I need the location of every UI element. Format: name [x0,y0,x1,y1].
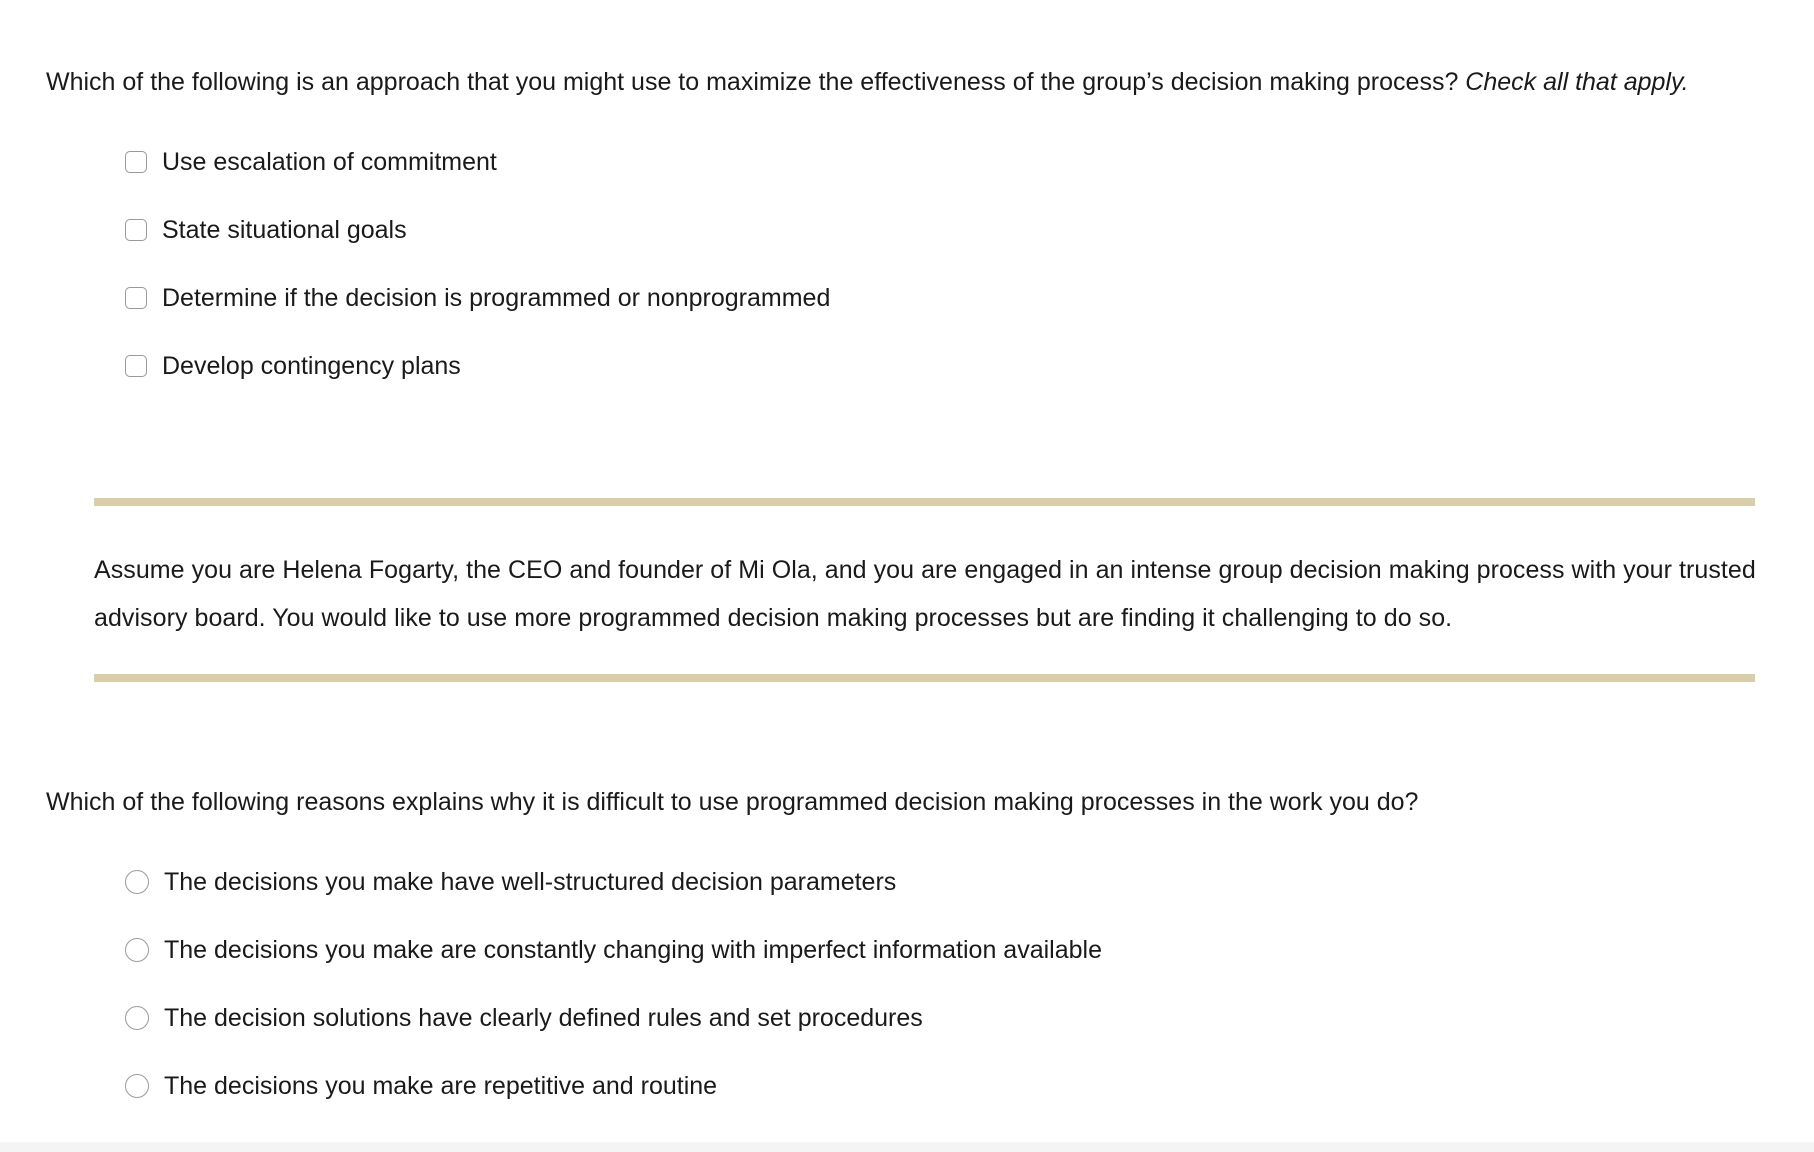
scenario-top-divider [94,498,1755,506]
question-2-options [125,866,1102,1138]
checkbox-option-label[interactable]: State situational goals [162,216,407,244]
checkbox-option-label[interactable]: Use escalation of commitment [162,148,497,176]
radio-option-label[interactable]: The decisions you make are constantly changing with imperfect information available [164,936,1102,964]
radio-option-label[interactable]: The decision solutions have clearly defined rules and set procedures [164,1004,923,1032]
question-1-text: Which of the following is an approach that you might use to maximize the effectiveness of the group’s decision making process? [46,68,1459,96]
radio-option[interactable] [125,1070,1102,1102]
footer-band [0,1142,1814,1152]
checkbox[interactable] [125,219,147,241]
question-1-prompt [46,66,1689,98]
radio-option-label[interactable]: The decisions you make have well-structured decision parameters [164,868,897,896]
radio-option[interactable] [125,934,1102,966]
scenario-bottom-divider [94,674,1755,682]
scenario-text: Assume you are Helena Fogarty, the CEO and founder of Mi Ola, and you are engaged in an intense group decision making process with your trusted advisory board. You would like to use more programmed decision making processes but are finding it challenging to do so. [94,556,1756,632]
checkbox-option[interactable] [125,282,830,314]
checkbox-option[interactable] [125,146,830,178]
checkbox[interactable] [125,151,147,173]
checkbox-option[interactable] [125,214,830,246]
question-1-instruction: Check all that apply. [1465,68,1689,96]
radio-button[interactable] [125,1074,149,1098]
checkbox-option-label[interactable]: Develop contingency plans [162,352,461,380]
radio-button[interactable] [125,938,149,962]
question-1-options [125,146,830,418]
radio-option-label[interactable]: The decisions you make are repetitive and routine [164,1072,718,1100]
radio-option[interactable] [125,1002,1102,1034]
checkbox[interactable] [125,355,147,377]
question-2-prompt [46,786,1418,818]
question-2-text: Which of the following reasons explains why it is difficult to use programmed decision making processes in the work you do? [46,788,1419,816]
checkbox[interactable] [125,287,147,309]
radio-option[interactable] [125,866,1102,898]
radio-button[interactable] [125,1006,149,1030]
checkbox-option-label[interactable]: Determine if the decision is programmed or nonprogrammed [162,284,831,312]
checkbox-option[interactable] [125,350,830,382]
radio-button[interactable] [125,870,149,894]
